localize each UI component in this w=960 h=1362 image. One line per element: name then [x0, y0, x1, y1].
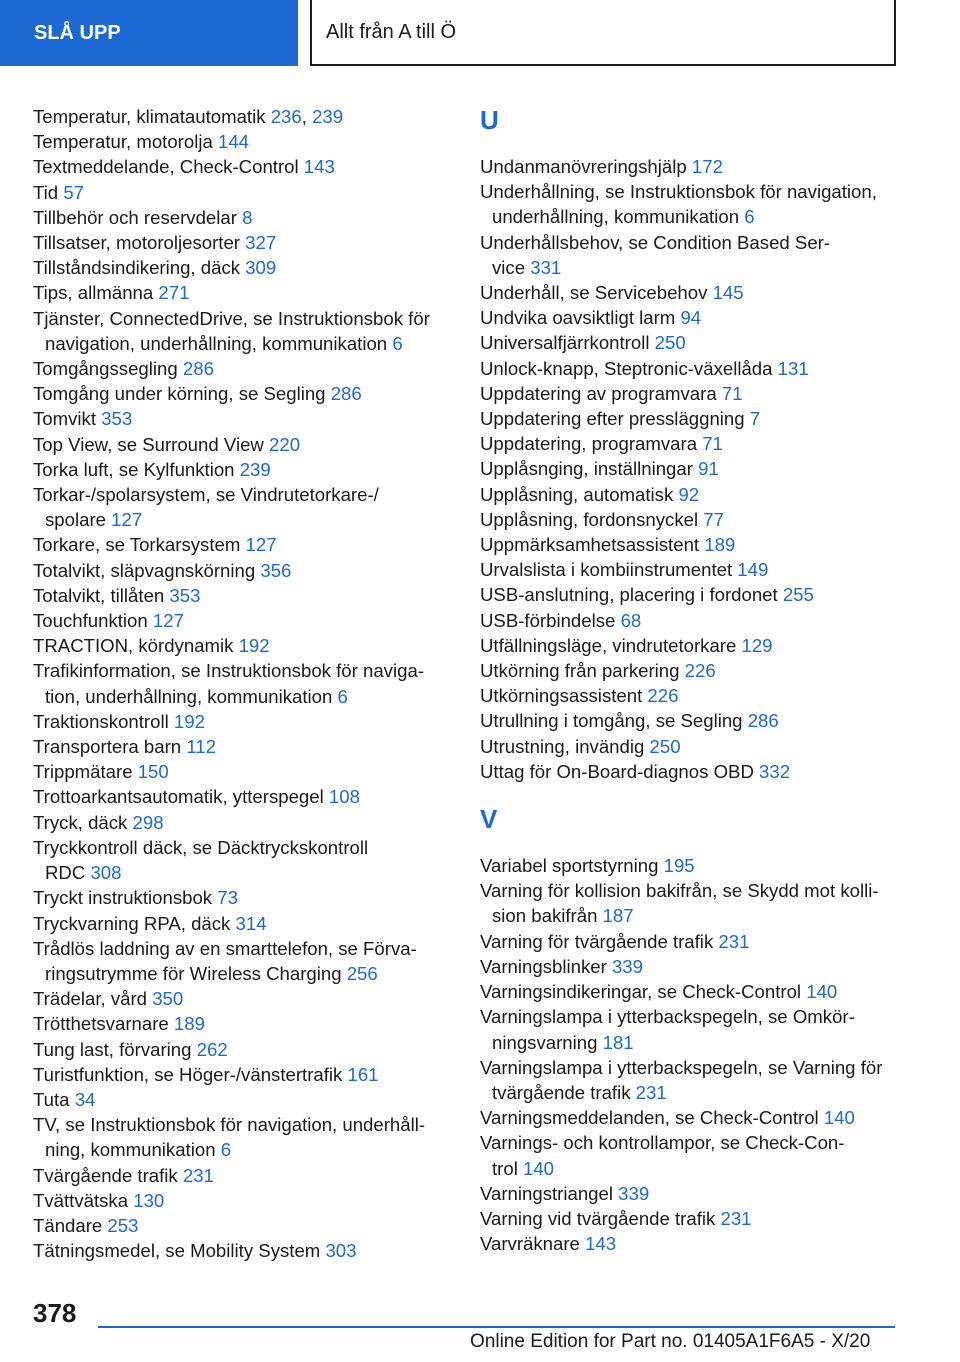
index-term-continuation: ning, kommunikation [45, 1139, 221, 1161]
index-term-continuation: navigation, underhållning, kommunikation [45, 332, 393, 354]
index-term: Undanmanövreringshjälp [480, 156, 692, 177]
page-link[interactable]: 8 [242, 206, 253, 228]
index-entry [480, 482, 900, 507]
index-term: Trippmätare [33, 761, 138, 783]
index-entry [480, 1231, 900, 1256]
index-entry [480, 1130, 900, 1180]
index-term: TV, se Instruktionsbok för navigation, underhåll- [33, 1114, 426, 1136]
index-entry [33, 608, 453, 633]
page-link[interactable]: 112 [186, 736, 216, 758]
index-entry [480, 954, 900, 979]
page-link[interactable]: 231 [720, 1207, 752, 1229]
index-entry [33, 835, 453, 885]
index-entry [33, 658, 453, 708]
page-link[interactable]: 77 [703, 508, 724, 530]
index-term: Underhåll, se Servicebehov [480, 282, 713, 304]
index-term: Tuta [33, 1088, 75, 1110]
index-term: Urvalslista i kombiinstrumentet [480, 559, 738, 581]
index-entry [480, 154, 900, 179]
index-entry [33, 457, 453, 482]
index-entry [480, 1004, 900, 1054]
index-term: Varningstriangel [480, 1182, 619, 1204]
page-link[interactable]: 226 [684, 660, 716, 682]
index-entry [480, 179, 900, 229]
index-entry [33, 986, 453, 1011]
index-entry [480, 582, 900, 607]
index-entry [33, 759, 453, 784]
page-link[interactable]: 226 [647, 685, 679, 707]
index-term: Tillbehör och reservdelar [33, 206, 243, 228]
page-link[interactable]: 73 [217, 887, 238, 909]
index-entry [33, 633, 453, 658]
index-term: Tvättvätska [33, 1189, 134, 1211]
page-link[interactable]: 271 [158, 282, 190, 304]
index-term: Tryck, däck [33, 811, 133, 833]
page-link[interactable]: 253 [107, 1214, 139, 1236]
page-link[interactable]: 309 [245, 257, 277, 279]
page-link[interactable]: 7 [749, 408, 761, 430]
index-entry [480, 381, 900, 406]
index-term: Varning för tvärgående trafik [480, 930, 719, 952]
index-entry [33, 205, 453, 230]
page-link[interactable]: 239 [312, 106, 344, 127]
index-term: Trottoarkantsautomatik, ytterspegel [33, 786, 329, 808]
index-entry [33, 1011, 453, 1036]
page-link[interactable]: 353 [169, 584, 201, 606]
page-link[interactable]: 192 [173, 710, 205, 732]
page-link[interactable]: 353 [101, 408, 133, 430]
index-term: Varning vid tvärgående trafik [480, 1207, 721, 1229]
index-entry [33, 306, 453, 356]
page-link[interactable]: 143 [585, 1233, 617, 1255]
page-link[interactable]: 286 [330, 383, 362, 405]
index-term: Trådlös laddning av en smarttelefon, se Förva- [33, 937, 417, 959]
page-link[interactable]: 308 [90, 862, 122, 884]
index-entry [33, 532, 453, 557]
page-link[interactable]: 239 [239, 458, 271, 480]
index-entry [33, 1163, 453, 1188]
page-link[interactable]: 189 [704, 534, 736, 556]
index-term: Tryckt instruktionsbok [33, 887, 218, 909]
index-term: Uppdatering, programvara [480, 433, 703, 455]
index-term: Upplåsning, fordonsnyckel [480, 508, 704, 530]
index-term: Varningsmeddelanden, se Check-Control [480, 1107, 824, 1129]
lookup-tab-label: SLÅ UPP [34, 21, 121, 44]
index-entry [480, 1055, 900, 1105]
index-term-continuation: spolare [45, 509, 112, 531]
index-term: Tryckkontroll däck, se Däcktryckskontroll [33, 836, 369, 858]
page-link[interactable]: 6 [220, 1139, 232, 1161]
index-term: USB-anslutning, placering i fordonet [480, 584, 783, 606]
section-letter-heading: U [480, 105, 499, 135]
index-term: Torkar-/spolarsystem, se Vindrutetorkare-/ [33, 484, 379, 506]
index-term: Trädelar, vård [33, 988, 153, 1010]
index-term: Top View, se Surround View [33, 433, 270, 455]
index-entry [480, 1181, 900, 1206]
index-term: Upplåsning, automatisk [480, 483, 679, 505]
page-link[interactable]: 331 [530, 256, 562, 278]
index-term-continuation: ningsvarning [492, 1031, 603, 1053]
index-entry [480, 1105, 900, 1130]
page-link[interactable]: 339 [618, 1182, 650, 1204]
index-entry [33, 810, 453, 835]
index-entry [480, 280, 900, 305]
index-term-continuation: tion, underhållning, kommunikation [45, 685, 338, 707]
index-term-continuation: sion bakifrån [492, 905, 603, 927]
index-term-continuation: tvärgående trafik [492, 1081, 636, 1103]
index-term: Torkare, se Torkarsystem [33, 534, 246, 556]
page-link[interactable]: 303 [325, 1240, 357, 1262]
page-link[interactable]: 6 [744, 206, 755, 228]
index-term: Varningsblinker [480, 955, 612, 977]
index-term-continuation: underhållning, kommunikation [492, 206, 745, 228]
index-entry [480, 330, 900, 355]
index-entry [480, 608, 900, 633]
index-term: Tomvikt [33, 408, 102, 430]
index-term: Varningslampa i ytterbackspegeln, se Varning för [480, 1056, 883, 1078]
index-entry [33, 911, 453, 936]
page-link[interactable]: 6 [392, 332, 403, 354]
page-link[interactable]: 131 [777, 357, 809, 379]
index-term: Tips, allmänna [33, 282, 159, 304]
page-link[interactable]: 127 [111, 509, 143, 531]
page-link[interactable]: 71 [721, 382, 743, 404]
index-term: Tvärgående trafik [33, 1164, 183, 1186]
index-term: Utfällningsläge, vindrutetorkare [480, 634, 742, 656]
page-link[interactable]: 94 [680, 307, 702, 329]
index-entry [33, 356, 453, 381]
page-link[interactable]: 231 [635, 1081, 667, 1103]
page-link[interactable]: 314 [235, 912, 267, 934]
page-link[interactable]: 143 [303, 156, 335, 178]
page-link[interactable]: 195 [663, 855, 695, 877]
page-link[interactable]: 144 [217, 131, 250, 153]
page-link[interactable]: 255 [782, 584, 814, 606]
index-term: Unlock-knapp, Steptronic-växellåda [480, 357, 778, 379]
index-entry [33, 255, 453, 280]
page-link[interactable]: 189 [173, 1013, 205, 1035]
page-link[interactable]: 149 [737, 559, 769, 581]
index-entry [33, 129, 453, 154]
page-link[interactable]: 192 [238, 635, 270, 657]
page-link[interactable]: 130 [133, 1189, 165, 1211]
index-entry [33, 1112, 453, 1162]
index-term: Textmeddelande, Check-Control [33, 156, 304, 178]
page-link[interactable]: 356 [260, 559, 292, 581]
page-separator: , [301, 106, 313, 127]
index-entry [480, 305, 900, 330]
index-term: Uttag för On-Board-diagnos OBD [480, 760, 760, 782]
page-link[interactable]: 71 [702, 433, 723, 455]
index-term-continuation: RDC [45, 862, 91, 884]
index-term: Tid [33, 181, 64, 203]
index-entry [480, 759, 900, 784]
index-term: Trötthetsvarnare [33, 1013, 174, 1035]
index-entry [33, 1062, 453, 1087]
index-term-continuation: ringsutrymme för Wireless Charging [45, 962, 347, 984]
page-link[interactable]: 91 [698, 458, 719, 480]
index-term-continuation: trol [492, 1157, 523, 1179]
index-term: Utrustning, invändig [480, 735, 650, 757]
page-link[interactable]: 350 [152, 988, 184, 1010]
index-entry [33, 406, 453, 431]
index-entry [480, 1206, 900, 1231]
index-term: Temperatur, motorolja [33, 131, 218, 153]
page-link[interactable]: 286 [182, 358, 214, 380]
page-link[interactable]: 129 [741, 634, 773, 656]
index-entry [480, 683, 900, 708]
index-column-right [480, 104, 900, 1256]
footer-divider [98, 1326, 895, 1328]
page-link[interactable]: 332 [759, 760, 791, 782]
page-link[interactable]: 181 [602, 1031, 634, 1053]
index-term: Turistfunktion, se Höger-/vänstertrafik [33, 1063, 348, 1085]
page-link[interactable]: 231 [182, 1164, 214, 1186]
index-entry [480, 406, 900, 431]
page-link[interactable]: 187 [602, 905, 634, 927]
page-link[interactable]: 298 [132, 811, 164, 833]
page-link[interactable]: 34 [74, 1088, 96, 1110]
index-term: Touchfunktion [33, 610, 153, 632]
page-link[interactable]: 145 [712, 282, 744, 304]
index-entry [33, 180, 453, 205]
index-column-left [33, 104, 453, 1263]
index-term: Utkörningsassistent [480, 685, 648, 707]
page-link[interactable]: 140 [806, 981, 838, 1003]
index-term: Totalvikt, tillåten [33, 584, 170, 606]
page-link[interactable]: 256 [346, 962, 378, 984]
index-entry [480, 557, 900, 582]
index-entry [480, 507, 900, 532]
page-link[interactable]: 92 [678, 483, 700, 505]
page-link[interactable]: 127 [152, 610, 184, 632]
index-term: Uppdatering av programvara [480, 382, 722, 404]
index-term: Varningsindikeringar, se Check-Control [480, 981, 807, 1003]
index-entry [480, 929, 900, 954]
page-link[interactable]: 286 [747, 710, 779, 732]
index-entry [33, 558, 453, 583]
page-link[interactable]: 6 [337, 685, 348, 707]
index-term: Underhållning, se Instruktionsbok för navigation, [480, 181, 877, 203]
index-entry [33, 1188, 453, 1213]
index-term: Totalvikt, släpvagnskörning [33, 559, 261, 581]
index-term: Undvika oavsiktligt larm [480, 307, 681, 329]
page-link[interactable]: 150 [137, 761, 169, 783]
index-entry [480, 658, 900, 683]
page-link[interactable]: 339 [611, 955, 643, 977]
page-number: 378 [33, 1298, 77, 1328]
page-link[interactable]: 140 [523, 1157, 555, 1179]
index-term: Utrullning i tomgång, se Segling [480, 710, 748, 732]
index-entry [33, 784, 453, 809]
index-entry [33, 482, 453, 532]
index-term: Tätningsmedel, se Mobility System [33, 1240, 326, 1262]
index-entry [33, 381, 453, 406]
index-term: Tomgång under körning, se Segling [33, 383, 331, 405]
index-term: Trafikinformation, se Instruktionsbok för naviga- [33, 660, 424, 682]
index-entry [480, 708, 900, 733]
index-entry [33, 734, 453, 759]
section-letter-heading: V [480, 804, 498, 835]
index-entry [480, 979, 900, 1004]
index-entry [33, 280, 453, 305]
index-term: Uppmärksamhetsassistent [480, 534, 705, 556]
index-term: TRACTION, kördynamik [33, 635, 239, 657]
index-term: Variabel sportstyrning [480, 855, 664, 877]
page-link[interactable]: 262 [196, 1038, 228, 1060]
footer-edition-text: Online Edition for Part no. 01405A1F6A5 - X/20 [470, 1331, 871, 1352]
index-term: Universalfjärrkontroll [480, 332, 655, 354]
top-bar [0, 0, 960, 66]
index-entry [33, 104, 453, 129]
index-term: Tryckvarning RPA, däck [33, 912, 236, 934]
index-term: Varning för kollision bakifrån, se Skydd mot kolli- [480, 880, 879, 902]
index-entry [33, 1037, 453, 1062]
index-entry [33, 583, 453, 608]
page-link[interactable]: 68 [620, 609, 642, 631]
page-link[interactable]: 231 [718, 930, 750, 952]
page-link[interactable]: 108 [328, 786, 360, 808]
index-entry [33, 709, 453, 734]
index-entry [33, 432, 453, 457]
index-term: Tomgångssegling [33, 358, 183, 380]
lookup-tab[interactable] [0, 0, 298, 66]
index-term: Varvräknare [480, 1233, 586, 1255]
index-entry [480, 878, 900, 928]
index-entry [33, 885, 453, 910]
index-term: Tändare [33, 1214, 108, 1236]
index-term: Torka luft, se Kylfunktion [33, 458, 240, 480]
index-term: Underhållsbehov, se Condition Based Ser- [480, 231, 831, 253]
page-link[interactable]: 161 [347, 1063, 379, 1085]
index-entry [33, 230, 453, 255]
index-term: Utkörning från parkering [480, 660, 685, 682]
page-link[interactable]: 220 [269, 433, 301, 455]
index-entry [480, 356, 900, 381]
index-term: USB-förbindelse [480, 609, 621, 631]
page-link[interactable]: 250 [649, 735, 681, 757]
index-entry [480, 734, 900, 759]
index-entry [33, 1238, 453, 1263]
index-entry [480, 853, 900, 878]
index-entry [480, 532, 900, 557]
index-term-continuation: vice [492, 256, 531, 278]
index-entry [33, 1087, 453, 1112]
index-term: Tillsatser, motoroljesorter [33, 232, 246, 254]
page-link[interactable]: 236 [270, 106, 302, 127]
index-term: Varnings- och kontrollampor, se Check-Con- [480, 1132, 845, 1154]
index-term: Upplåsnging, inställningar [480, 458, 699, 480]
index-term: Temperatur, klimatautomatik [33, 106, 271, 127]
index-term: Traktionskontroll [33, 710, 174, 732]
page-link[interactable]: 250 [654, 332, 686, 354]
index-term: Tung last, förvaring [33, 1038, 197, 1060]
index-entry [480, 431, 900, 456]
page-link[interactable]: 172 [691, 156, 723, 177]
index-entry [480, 456, 900, 481]
index-term: Varningslampa i ytterbackspegeln, se Omkör- [480, 1006, 855, 1028]
section-title: Allt från A till Ö [326, 20, 457, 43]
index-entry [33, 936, 453, 986]
index-entry [33, 154, 453, 179]
index-entry [480, 633, 900, 658]
section-title-box [310, 0, 896, 66]
page-link[interactable]: 57 [63, 181, 84, 203]
index-entry [33, 1213, 453, 1238]
index-entry [480, 230, 900, 280]
index-term: Tillståndsindikering, däck [33, 257, 246, 279]
index-term: Uppdatering efter pressläggning [480, 408, 750, 430]
page-link[interactable]: 327 [245, 232, 277, 254]
index-term: Tjänster, ConnectedDrive, se Instruktionsbok för [33, 307, 430, 329]
page-link[interactable]: 140 [823, 1107, 855, 1129]
page-link[interactable]: 127 [245, 534, 277, 556]
index-term: Transportera barn [33, 736, 187, 758]
